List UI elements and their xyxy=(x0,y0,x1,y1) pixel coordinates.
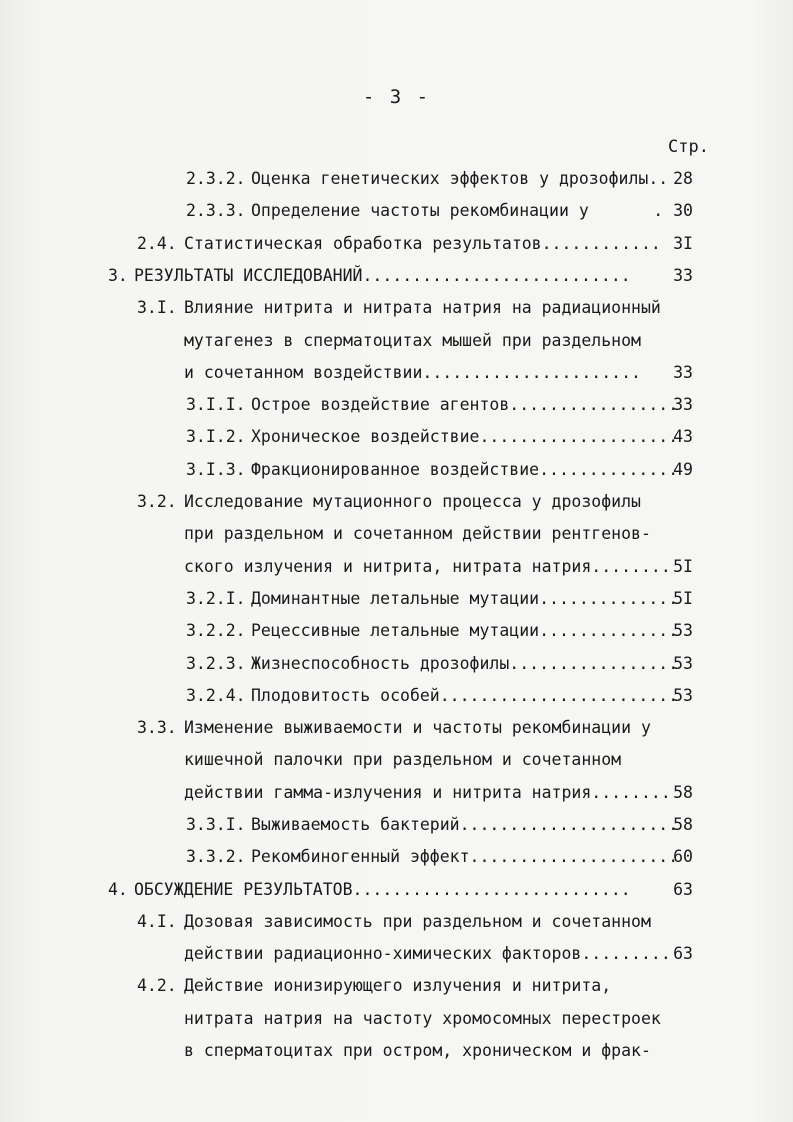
toc-entry xyxy=(184,361,693,385)
toc-entry-title: Статистическая обработка результатов............ xyxy=(184,234,661,253)
toc-entry-number: 3.I.2. xyxy=(186,427,246,446)
toc-entry-number: 3.3.2. xyxy=(186,847,246,866)
toc-entry xyxy=(186,587,693,611)
toc-entry-title: Дозовая зависимость при раздельном и сочетанном xyxy=(184,912,651,931)
toc-entry-title: кишечной палочки при раздельном и сочетанном xyxy=(184,750,622,769)
toc-entry xyxy=(186,425,693,449)
toc-entry xyxy=(184,748,693,772)
toc-entry-number: 4.2. xyxy=(137,976,177,995)
toc-entry-title: ОБСУЖДЕНИЕ РЕЗУЛЬТАТОВ............................ xyxy=(134,880,631,899)
toc-entry xyxy=(137,296,693,320)
toc-entry-title: ского излучения и нитрита, нитрата натрия........ xyxy=(184,557,671,576)
toc-entry-title: действии гамма-излучения и нитрита натрия........ xyxy=(184,783,671,802)
toc-entry-page: . 30 xyxy=(653,201,693,220)
toc-entry xyxy=(184,329,693,353)
toc-entry xyxy=(186,652,693,676)
toc-entry-title: действии радиационно-химических факторов......... xyxy=(184,944,671,963)
toc-entry-page: 58 xyxy=(673,783,693,802)
toc-entry-page: 53 xyxy=(673,654,693,673)
toc-entry xyxy=(137,910,693,934)
toc-entry-page: 63 xyxy=(673,944,693,963)
toc-entry-title: Плодовитость особей........................ xyxy=(251,686,679,705)
toc-entry-page: 60 xyxy=(673,847,693,866)
toc-entry-number: 3.3. xyxy=(137,718,177,737)
toc-entry-number: 2.4. xyxy=(137,234,177,253)
toc-entry-page: 53 xyxy=(673,686,693,705)
toc-entry xyxy=(137,232,693,256)
toc-entry-number: 2.3.3. xyxy=(186,201,246,220)
toc-entry-title: Оценка генетических эффектов у дрозофилы.. xyxy=(251,169,669,188)
toc-entry-number: 3.2.2. xyxy=(186,621,246,640)
toc-entry-number: 3.I.I. xyxy=(186,395,246,414)
toc-entry-title: Исследование мутационного процесса у дрозофилы xyxy=(184,492,641,511)
toc-entry-page: 53 xyxy=(673,621,693,640)
toc-entry xyxy=(186,458,693,482)
toc-entry xyxy=(186,845,693,869)
toc-entry xyxy=(186,684,693,708)
page-number: - 3 - xyxy=(362,86,431,108)
toc-entry-title: Доминантные летальные мутации.............. xyxy=(251,589,679,608)
toc-entry-page: 33 xyxy=(673,363,693,382)
toc-entry-page: 33 xyxy=(673,266,693,285)
toc-entry-number: 4. xyxy=(108,880,128,899)
toc-entry-title: Фракционированное воздействие.............. xyxy=(251,460,679,479)
toc-entry xyxy=(186,167,693,191)
toc-entry-title: Действие ионизирующего излучения и нитрита, xyxy=(184,976,612,995)
toc-entry-page: 58 xyxy=(673,815,693,834)
toc-entry xyxy=(184,1039,693,1063)
toc-entry-number: 3.I. xyxy=(137,298,177,317)
toc-entry-page: 33 xyxy=(673,395,693,414)
toc-entry-title: и сочетанном воздействии...................... xyxy=(184,363,641,382)
toc-entry-number: 3.3.I. xyxy=(186,815,246,834)
page-column-label: Стр. xyxy=(668,137,709,157)
toc-entry-page: 28 xyxy=(673,169,693,188)
toc-entry-title: Рекомбиногенный эффект..................... xyxy=(251,847,679,866)
toc-entry-number: 3.2.I. xyxy=(186,589,246,608)
toc-entry-page: 3I xyxy=(673,234,693,253)
toc-entry-title: Изменение выживаемости и частоты рекомбинации у xyxy=(184,718,651,737)
toc-entry-number: 3. xyxy=(108,266,128,285)
toc-entry xyxy=(186,393,693,417)
toc-entry-title: Определение частоты рекомбинации у xyxy=(251,201,589,220)
toc-entry xyxy=(184,555,693,579)
toc-entry xyxy=(184,522,693,546)
toc-entry xyxy=(184,942,693,966)
toc-entry-title: Рецессивные летальные мутации.............. xyxy=(251,621,679,640)
toc-entry xyxy=(186,199,693,223)
toc-entry-title: Жизнеспособность дрозофилы................. xyxy=(251,654,679,673)
toc-entry xyxy=(108,878,693,902)
toc-entry-page: 43 xyxy=(673,427,693,446)
toc-entry xyxy=(184,1007,693,1031)
toc-entry-number: 3.2.3. xyxy=(186,654,246,673)
toc-entry-page: 5I xyxy=(673,589,693,608)
toc-entry-title: мутагенез в сперматоцитах мышей при раздельном xyxy=(184,331,641,350)
toc-entry-title: в сперматоцитах при остром, хроническом и фрак- xyxy=(184,1041,651,1060)
toc-entry-title: Острое воздействие агентов................. xyxy=(251,395,679,414)
toc-entry-title: Хроническое воздействие.................... xyxy=(251,427,679,446)
toc-entry-title: Выживаемость бактерий...................... xyxy=(251,815,679,834)
toc-entry-title: РЕЗУЛЬТАТЫ ИССЛЕДОВАНИЙ........................... xyxy=(134,266,631,285)
toc-entry xyxy=(186,813,693,837)
toc-entry xyxy=(184,781,693,805)
toc-entry-number: 3.I.3. xyxy=(186,460,246,479)
toc-entry xyxy=(137,716,693,740)
toc-entry-number: 4.I. xyxy=(137,912,177,931)
toc-entry xyxy=(137,974,693,998)
toc-entry-number: 3.2.4. xyxy=(186,686,246,705)
toc-entry xyxy=(137,490,693,514)
toc-entry xyxy=(186,619,693,643)
toc-entry-page: 49 xyxy=(673,460,693,479)
toc-entry-page: 5I xyxy=(673,557,693,576)
toc-entry xyxy=(108,264,693,288)
toc-entry-page: 63 xyxy=(673,880,693,899)
toc-entry-number: 2.3.2. xyxy=(186,169,246,188)
toc-entry-title: нитрата натрия на частоту хромосомных перестроек xyxy=(184,1009,661,1028)
toc-entry-title: Влияние нитрита и нитрата натрия на радиационный xyxy=(184,298,661,317)
toc-entry-title: при раздельном и сочетанном действии рентгенов- xyxy=(184,524,651,543)
toc-entry-number: 3.2. xyxy=(137,492,177,511)
